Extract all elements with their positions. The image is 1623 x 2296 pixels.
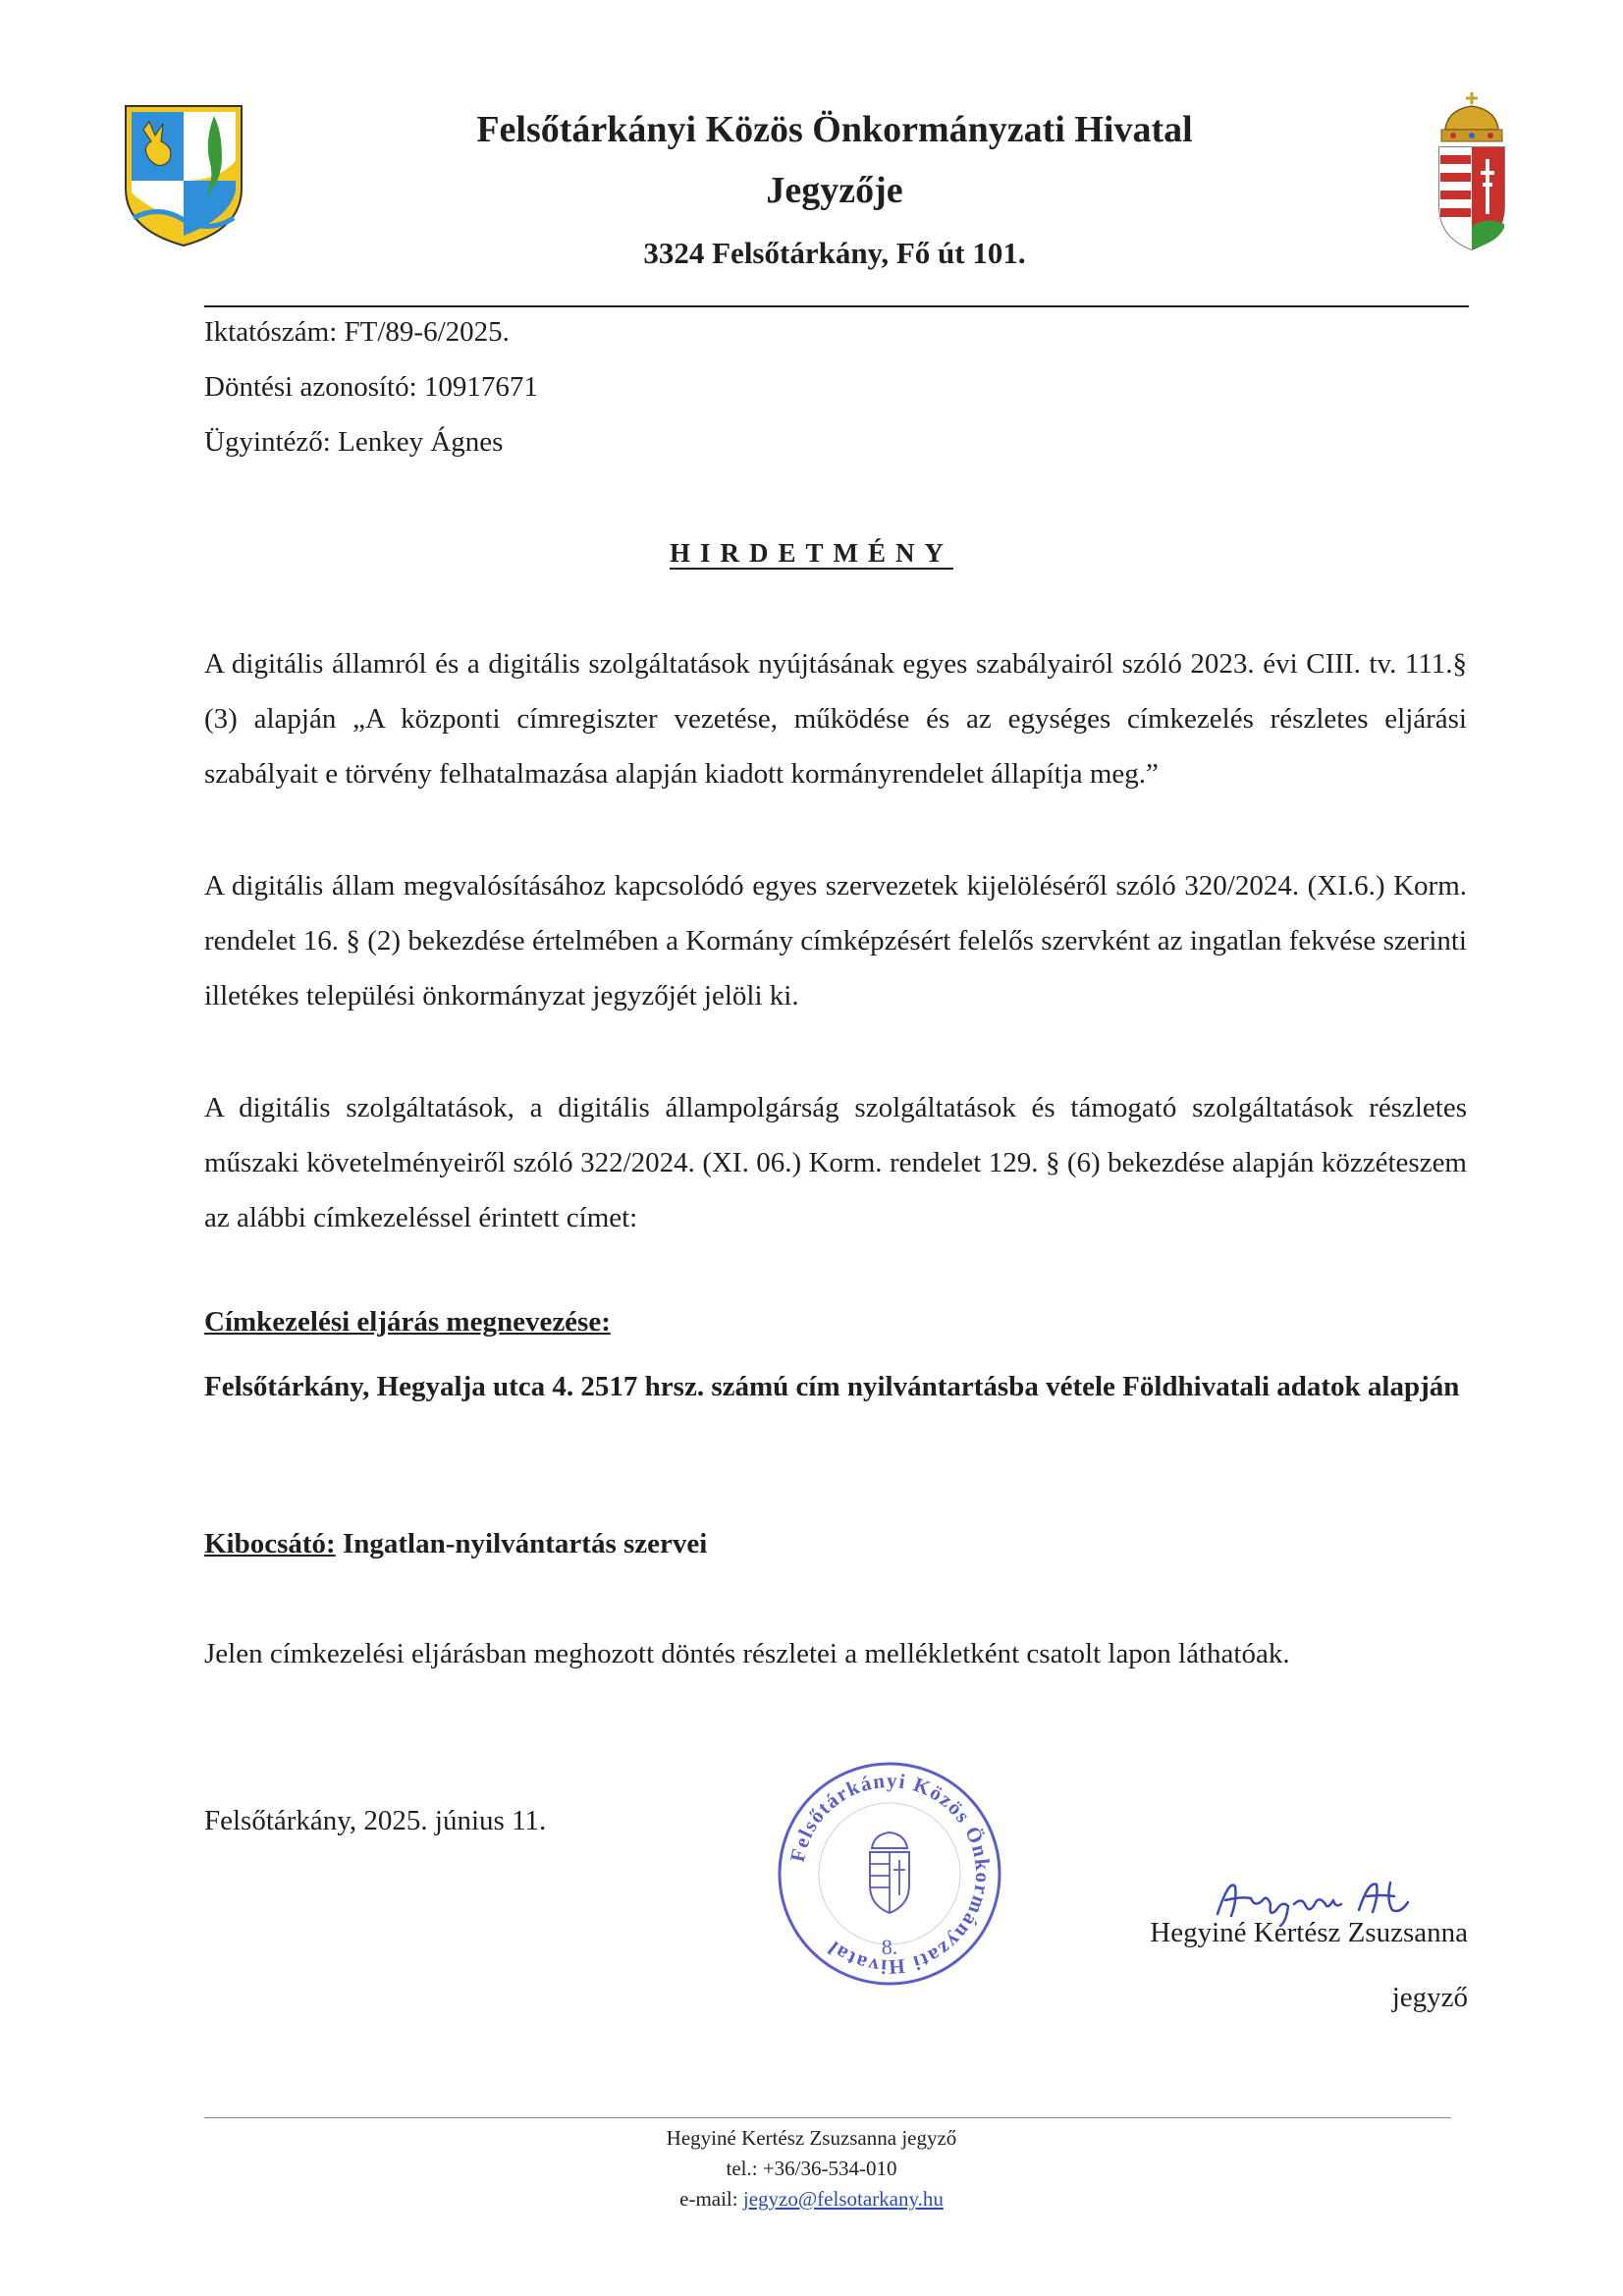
footer-email-link[interactable]: jegyzo@felsotarkany.hu xyxy=(742,2187,944,2211)
municipal-coat-of-arms-icon xyxy=(120,102,247,249)
place-and-date: Felsőtárkány, 2025. június 11. xyxy=(204,1805,547,1836)
office-address: 3324 Felsőtárkány, Fő út 101. xyxy=(643,236,1026,270)
header-divider xyxy=(204,305,1469,307)
stamp-number: 8. xyxy=(881,1935,898,1959)
issuer-value: Ingatlan-nyilvántartás szervei xyxy=(342,1528,708,1559)
issuer-line xyxy=(204,1528,707,1560)
file-number: Iktatószám: FT/89-6/2025. xyxy=(204,316,510,348)
paragraph-designation: A digitális állam megvalósításához kapcsolódó egyes szervezetek kijelöléséről szóló 320/2024. (XI.6.) Korm. rendelet 16. § (2) bekezdése értelmében a Kormány címképzésért felelős szervként az ingatlan fekvése szerinti illetékes települési önkormányzat jegyzőjét jelöli ki. xyxy=(204,870,1467,1011)
paragraph-legal-basis: A digitális államról és a digitális szolgáltatások nyújtásának egyes szabályairól szóló 2023. évi CIII. tv. 111.§ (3) alapján „A központi címregiszter vezetése, működése és az egységes címkezelés részletes eljárási szabályait e törvény felhatalmazása alapján kiadott kormányrendelet állapítja meg.” xyxy=(204,648,1467,790)
footer xyxy=(0,2123,1623,2214)
signer-name: Hegyiné Kertész Zsuzsanna xyxy=(1150,1917,1468,1948)
notice-heading: HIRDETMÉNY xyxy=(669,538,953,568)
decision-id: Döntési azonosító: 10917671 xyxy=(204,371,538,403)
official-stamp-icon xyxy=(774,1758,1005,1990)
footer-email-line xyxy=(0,2184,1623,2214)
procedure-name: Felsőtárkány, Hegyalja utca 4. 2517 hrsz. számú cím nyilvántartásba vétele Földhivatali adatok alapján xyxy=(204,1371,1460,1402)
procedure-label: Címkezelési eljárás megnevezése: xyxy=(204,1306,611,1338)
footer-email-label: e-mail: xyxy=(679,2187,738,2211)
office-name: Felsőtárkányi Közös Önkormányzati Hivatal xyxy=(476,109,1193,150)
footer-phone: tel.: +36/36-534-010 xyxy=(726,2157,897,2180)
stamp-text: Felsőtárkányi Közös Önkormányzati Hivatal xyxy=(784,1768,996,1980)
footer-name: Hegyiné Kertész Zsuzsanna jegyző xyxy=(666,2126,957,2150)
paragraph-publication: A digitális szolgáltatások, a digitális állampolgárság szolgáltatások és támogató szolgáltatások részletes műszaki követelményeiről szóló 322/2024. (XI. 06.) Korm. rendelet 129. § (6) bekezdése alapján közzéteszem az alábbi címkezeléssel érintett címet: xyxy=(204,1092,1467,1233)
footer-divider xyxy=(204,2117,1451,2118)
office-role: Jegyzője xyxy=(766,170,903,211)
signer-title: jegyző xyxy=(1391,1982,1468,2013)
issuer-label: Kibocsátó: xyxy=(204,1528,336,1559)
hungarian-coat-of-arms-icon xyxy=(1434,90,1510,252)
case-officer: Ügyintéző: Lenkey Ágnes xyxy=(204,426,504,458)
closing-sentence: Jelen címkezelési eljárásban meghozott döntés részletei a mellékletként csatolt lapon láthatóak. xyxy=(204,1638,1290,1669)
